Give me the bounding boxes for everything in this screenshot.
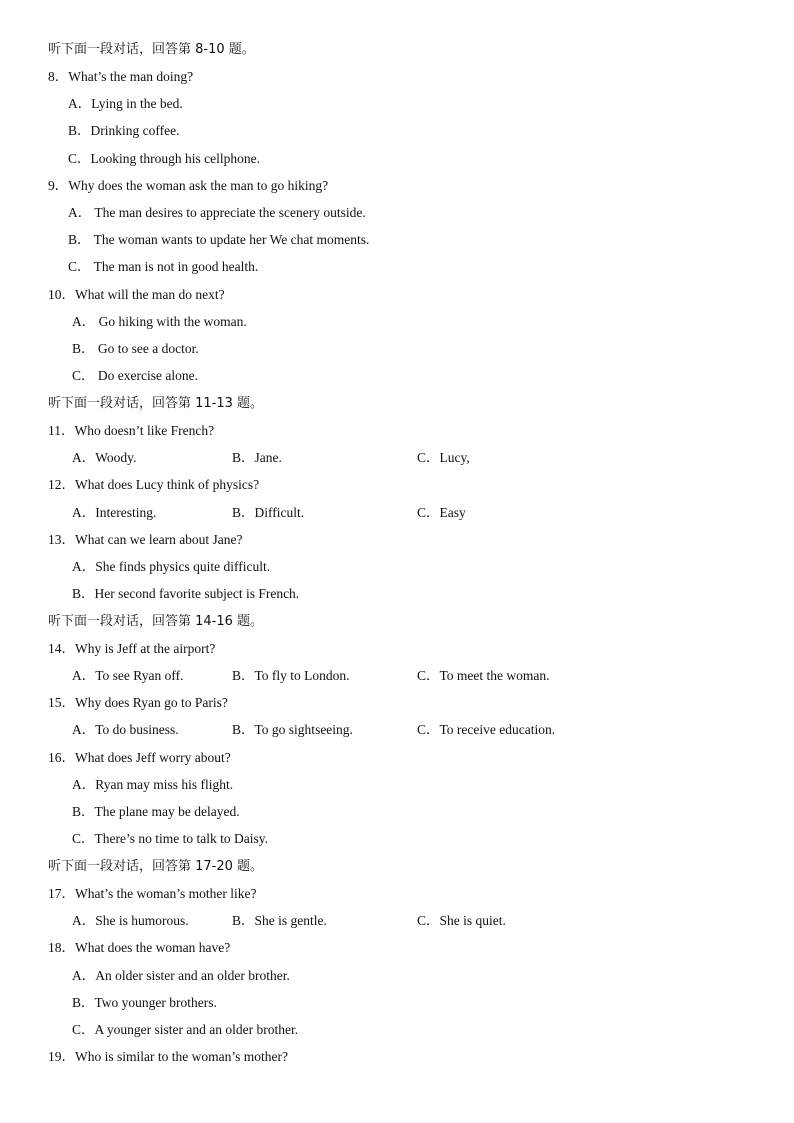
question-19: 19．Who is similar to the woman’s mother? <box>48 1049 288 1064</box>
question-18-option-a: A．An older sister and an older brother. <box>72 968 290 983</box>
question-16-option-a: A．Ryan may miss his flight. <box>72 777 234 792</box>
question-8: 8．What’s the man doing? <box>48 69 194 84</box>
question-9-option-a: A． The man desires to appreciate the scenery outside. <box>68 205 366 220</box>
question-9-option-c: C． The man is not in good health. <box>68 259 259 274</box>
question-10: 10．What will the man do next? <box>48 287 225 302</box>
section-heading-8-10: 听下面一段对话，回答第 8-10 题。 <box>48 42 255 57</box>
question-13: 13．What can we learn about Jane? <box>48 532 243 547</box>
question-14-option-b: B．To fly to London. <box>232 668 350 683</box>
question-10-option-b: B． Go to see a doctor. <box>72 341 199 356</box>
question-16-option-b: B．The plane may be delayed. <box>72 804 240 819</box>
question-9: 9．Why does the woman ask the man to go hiking? <box>48 178 329 193</box>
question-12-option-b: B．Difficult. <box>232 505 305 520</box>
question-14: 14．Why is Jeff at the airport? <box>48 641 216 656</box>
question-10-option-c: C． Do exercise alone. <box>72 368 198 383</box>
section-heading-14-16: 听下面一段对话，回答第 14-16 题。 <box>48 614 264 629</box>
question-8-option-a: A．Lying in the bed. <box>68 96 183 111</box>
question-17: 17．What’s the woman’s mother like? <box>48 886 257 901</box>
question-15: 15．Why does Ryan go to Paris? <box>48 695 228 710</box>
question-11-options <box>72 449 632 467</box>
question-15-option-b: B．To go sightseeing. <box>232 722 353 737</box>
question-14-options <box>72 667 632 685</box>
question-9-option-b: B． The woman wants to update her We chat moments. <box>68 232 370 247</box>
question-12-option-a: A．Interesting. <box>72 505 157 520</box>
question-14-option-c: C．To meet the woman. <box>417 668 550 683</box>
question-18: 18．What does the woman have? <box>48 940 231 955</box>
question-15-options <box>72 721 632 739</box>
question-15-option-c: C．To receive education. <box>417 722 556 737</box>
question-11-option-c: C．Lucy, <box>417 450 470 465</box>
section-heading-11-13: 听下面一段对话，回答第 11-13 题。 <box>48 396 264 411</box>
question-16: 16．What does Jeff worry about? <box>48 750 231 765</box>
question-8-option-c: C．Looking through his cellphone. <box>68 151 260 166</box>
question-11: 11．Who doesn’t like French? <box>48 423 215 438</box>
question-18-option-b: B．Two younger brothers. <box>72 995 217 1010</box>
question-17-option-a: A．She is humorous. <box>72 913 189 928</box>
question-10-option-a: A． Go hiking with the woman. <box>72 314 247 329</box>
question-17-options <box>72 912 632 930</box>
question-16-option-c: C．There’s no time to talk to Daisy. <box>72 831 268 846</box>
question-12: 12．What does Lucy think of physics? <box>48 477 260 492</box>
question-17-option-b: B．She is gentle. <box>232 913 327 928</box>
question-13-option-a: A．She finds physics quite difficult. <box>72 559 271 574</box>
question-13-option-b: B．Her second favorite subject is French. <box>72 586 300 601</box>
question-12-option-c: C．Easy <box>417 505 466 520</box>
question-17-option-c: C．She is quiet. <box>417 913 506 928</box>
question-14-option-a: A．To see Ryan off. <box>72 668 184 683</box>
question-12-options <box>72 504 632 522</box>
question-11-option-a: A．Woody. <box>72 450 137 465</box>
question-15-option-a: A．To do business. <box>72 722 179 737</box>
question-11-option-b: B．Jane. <box>232 450 282 465</box>
section-heading-17-20: 听下面一段对话，回答第 17-20 题。 <box>48 859 264 874</box>
question-8-option-b: B．Drinking coffee. <box>68 123 180 138</box>
question-18-option-c: C．A younger sister and an older brother. <box>72 1022 299 1037</box>
